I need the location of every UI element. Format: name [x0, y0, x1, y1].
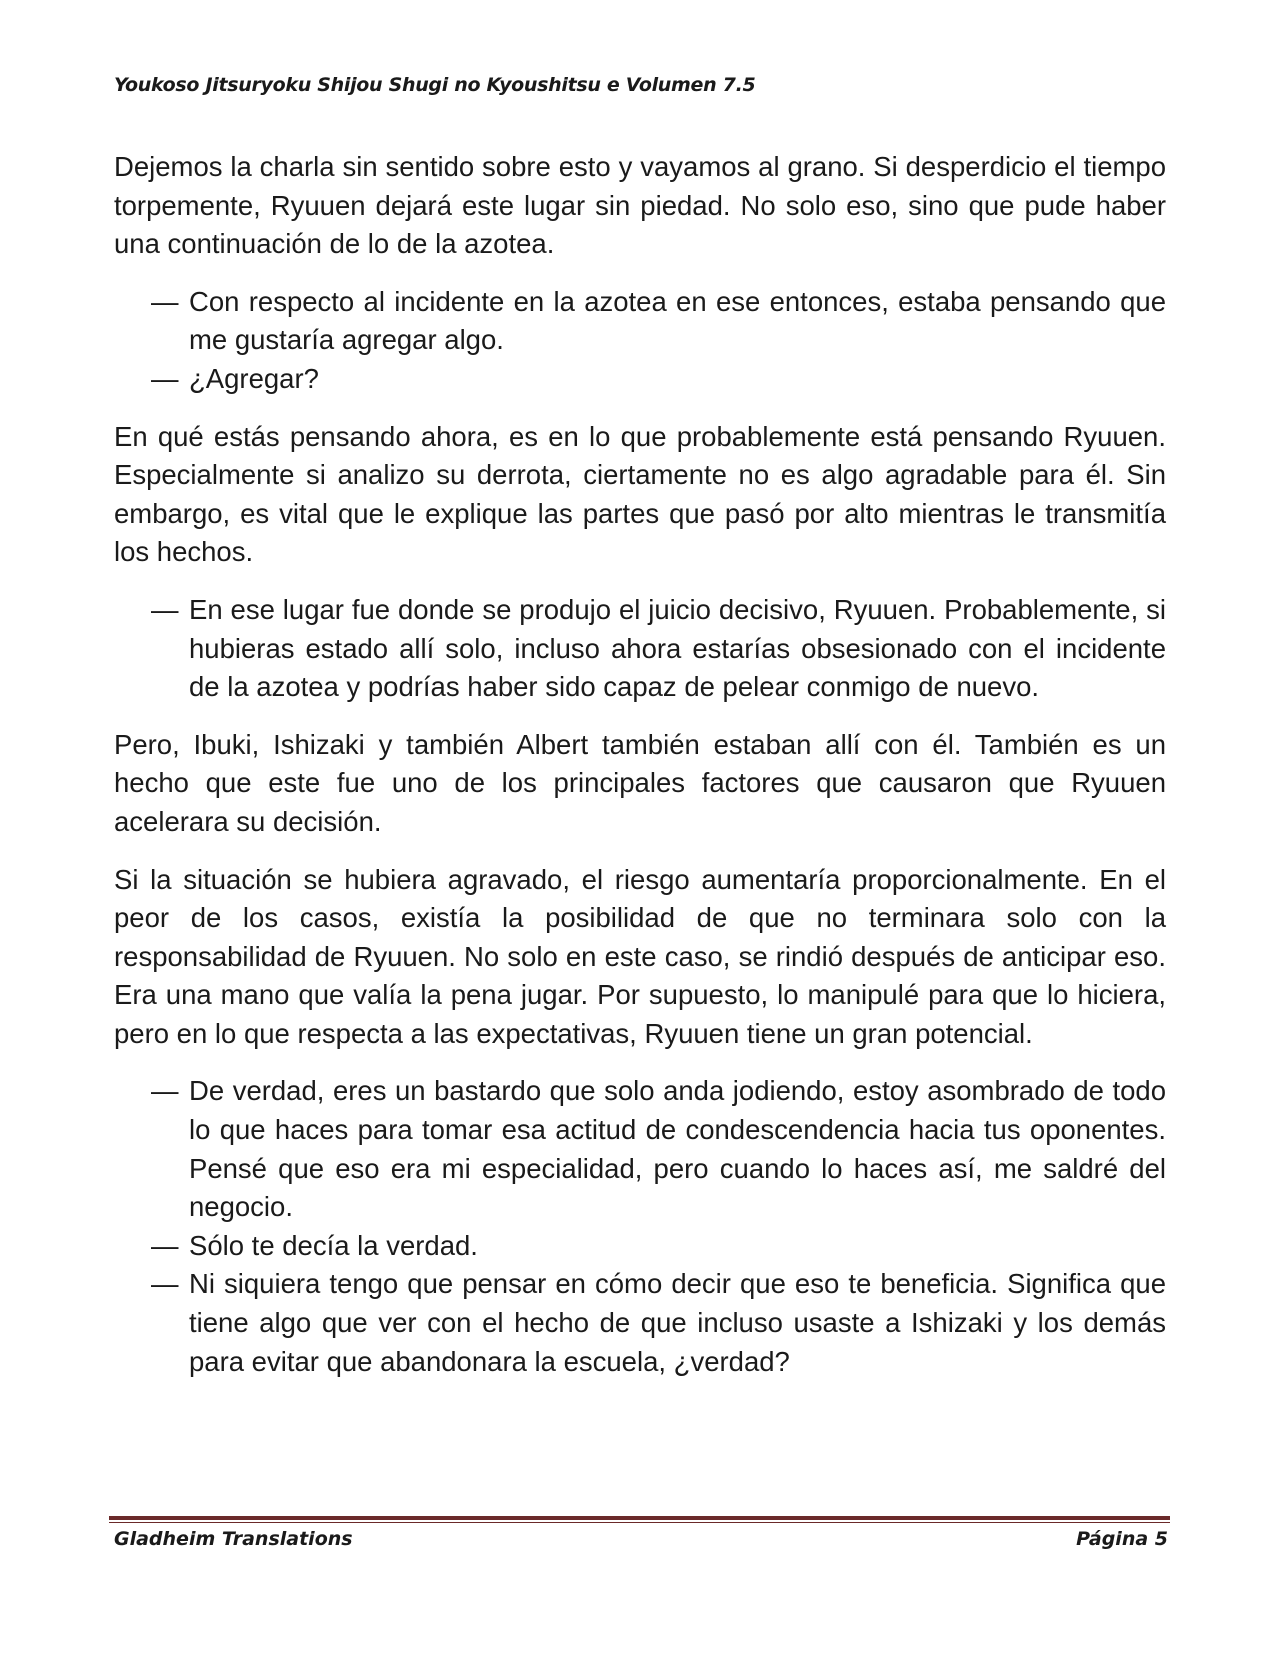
dialogue-line — [114, 1072, 1166, 1226]
paragraph: En qué estás pensando ahora, es en lo que probablemente está pensando Ryuuen. Especialmente si analizo su derrota, ciertamente no es algo agradable para él. Sin embargo, es vital que le explique las partes que pasó por alto mientras le transmitía los hechos. — [114, 420, 1166, 568]
dialogue-line — [114, 1265, 1166, 1381]
dialogue-text: ¿Agregar? — [189, 362, 319, 394]
paragraph: Si la situación se hubiera agravado, el riesgo aumentaría proporcionalmente. En el peor de los casos, existía la posibilidad de que no terminara solo con la responsabilidad de Ryuuen. No solo en este caso, se rindió después de anticipar eso. Era una mano que valía la pena jugar. Por supuesto, lo manipulé para que lo hiciera, pero en lo que respecta a las expectativas, Ryuuen tiene un gran potencial. — [114, 863, 1166, 1049]
page-body — [114, 148, 1166, 1400]
dialogue-line — [114, 1227, 1166, 1266]
dialogue-block — [114, 1072, 1166, 1381]
page-number: Página 5 — [1076, 1528, 1168, 1550]
footer-credit: Gladheim Translations — [114, 1528, 353, 1550]
dialogue-line — [114, 591, 1166, 707]
dialogue-dash: — — [151, 1075, 179, 1107]
footer-divider — [109, 1516, 1170, 1523]
dialogue-block — [114, 591, 1166, 707]
dialogue-text: Ni siquiera tengo que pensar en cómo decir que eso te beneficia. Significa que tiene algo que ver con el hecho de que incluso usaste a Ishizaki y los demás para evitar que abandonara la escuela, ¿verdad? — [189, 1268, 1166, 1377]
dialogue-line — [114, 360, 1166, 399]
paragraph: Pero, Ibuki, Ishizaki y también Albert también estaban allí con él. También es un hecho que este fue uno de los principales factores que causaron que Ryuuen acelerara su decisión. — [114, 728, 1166, 837]
dialogue-text: En ese lugar fue donde se produjo el juicio decisivo, Ryuuen. Probablemente, si hubieras estado allí solo, incluso ahora estarías obsesionado con el incidente de la azotea y podrías haber sido capaz de pelear conmigo de nuevo. — [189, 593, 1166, 703]
dialogue-dash: — — [151, 1229, 179, 1261]
dialogue-text: De verdad, eres un bastardo que solo anda jodiendo, estoy asombrado de todo lo que haces para tomar esa actitud de condescendencia hacia tus oponentes. Pensé que eso era mi especialidad, pero cuando lo haces así, me saldré del negocio. — [189, 1075, 1166, 1223]
dialogue-dash: — — [151, 1268, 179, 1300]
running-header: Youkoso Jitsuryoku Shijou Shugi no Kyoushitsu e Volumen 7.5 — [114, 74, 756, 96]
dialogue-dash: — — [151, 362, 179, 394]
dialogue-text: Con respecto al incidente en la azotea en ese entonces, estaba pensando que me gustaría agregar algo. — [189, 285, 1166, 356]
dialogue-dash: — — [151, 593, 179, 625]
dialogue-block — [114, 283, 1166, 399]
dialogue-text: Sólo te decía la verdad. — [189, 1229, 478, 1261]
paragraph: Dejemos la charla sin sentido sobre esto y vayamos al grano. Si desperdicio el tiempo torpemente, Ryuuen dejará este lugar sin piedad. No solo eso, sino que pude haber una continuación de lo de la azotea. — [114, 151, 1166, 260]
dialogue-dash: — — [151, 285, 179, 317]
dialogue-line — [114, 283, 1166, 360]
